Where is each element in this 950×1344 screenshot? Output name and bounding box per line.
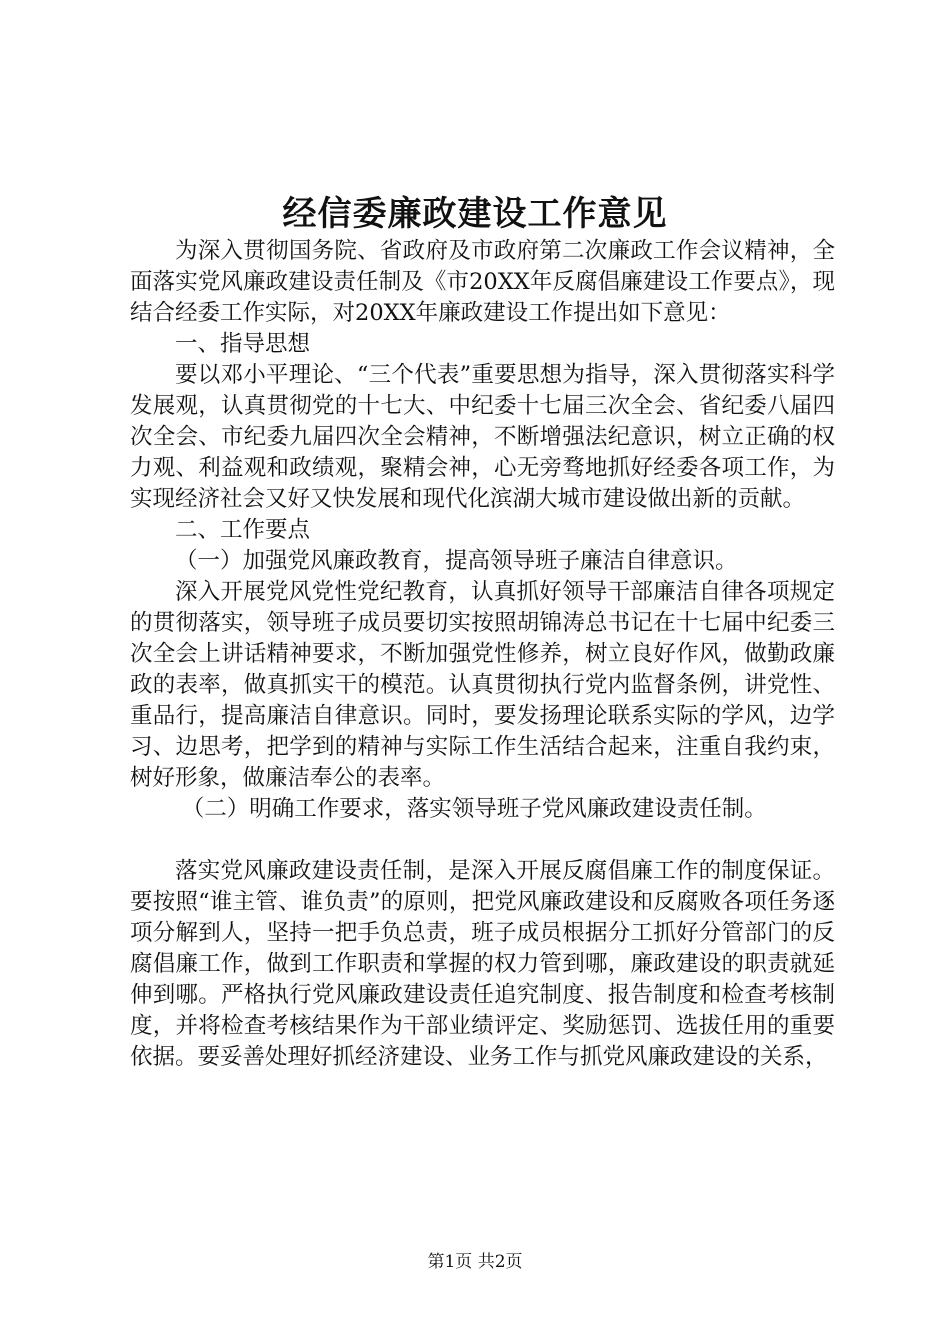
section-heading-guiding-ideology: 一、指导思想 [175,331,311,357]
document-title: 经信委廉政建设工作意见 [282,194,668,234]
intro-paragraph: 为深入贯彻国务院、省政府及市政府第二次廉政工作会议精神，全面落实党风廉政建设责任制及《市20XX年反腐倡廉建设工作要点》，现结合经委工作实际，对20XX年廉政建设工作提出如下意见： [130,238,835,326]
page-footer: 第1页 共2页 [427,1252,523,1272]
section-heading-work-points: 二、工作要点 [175,517,311,543]
subsection-1-paragraph: 深入开展党风党性党纪教育，认真抓好领导干部廉洁自律各项规定的贯彻落实，领导班子成员要切实按照胡锦涛总书记在十七届中纪委三次全会上讲话精神要求，不断加强党性修养，树立良好作风，做勤政廉政的表率，做真抓实干的模范。认真贯彻执行党内监督条例，讲党性、重品行，提高廉洁自律意识。同时，要发扬理论联系实际的学风，边学习、边思考，把学到的精神与实际工作生活结合起来，注重自我约束，树好形象，做廉洁奉公的表率。 [130,579,835,791]
subsection-heading-2: （二）明确工作要求，落实领导班子党风廉政建设责任制。 [181,796,767,822]
subsection-heading-1: （一）加强党风廉政教育，提高领导班子廉洁自律意识。 [175,548,738,574]
subsection-2-paragraph: 落实党风廉政建设责任制，是深入开展反腐倡廉工作的制度保证。要按照“谁主管、谁负责”的原则，把党风廉政建设和反腐败各项任务逐项分解到人，坚持一把手负总责，班子成员根据分工抓好分管部门的反腐倡廉工作，做到工作职责和掌握的权力管到哪，廉政建设的职责就延伸到哪。严格执行党风廉政建设责任追究制度、报告制度和检查考核制度，并将检查考核结果作为干部业绩评定、奖励惩罚、选拔任用的重要依据。要妥善处理好抓经济建设、业务工作与抓党风廉政建设的关系， [130,858,835,1070]
guiding-ideology-paragraph: 要以邓小平理论、“三个代表”重要思想为指导，深入贯彻落实科学发展观，认真贯彻党的十七大、中纪委十七届三次全会、省纪委八届四次全会、市纪委九届四次全会精神，不断增强法纪意识，树立正确的权力观、利益观和政绩观，聚精会神，心无旁骛地抓好经委各项工作，为实现经济社会又好又快发展和现代化滨湖大城市建设做出新的贡献。 [130,362,835,512]
document-body [130,236,835,1073]
